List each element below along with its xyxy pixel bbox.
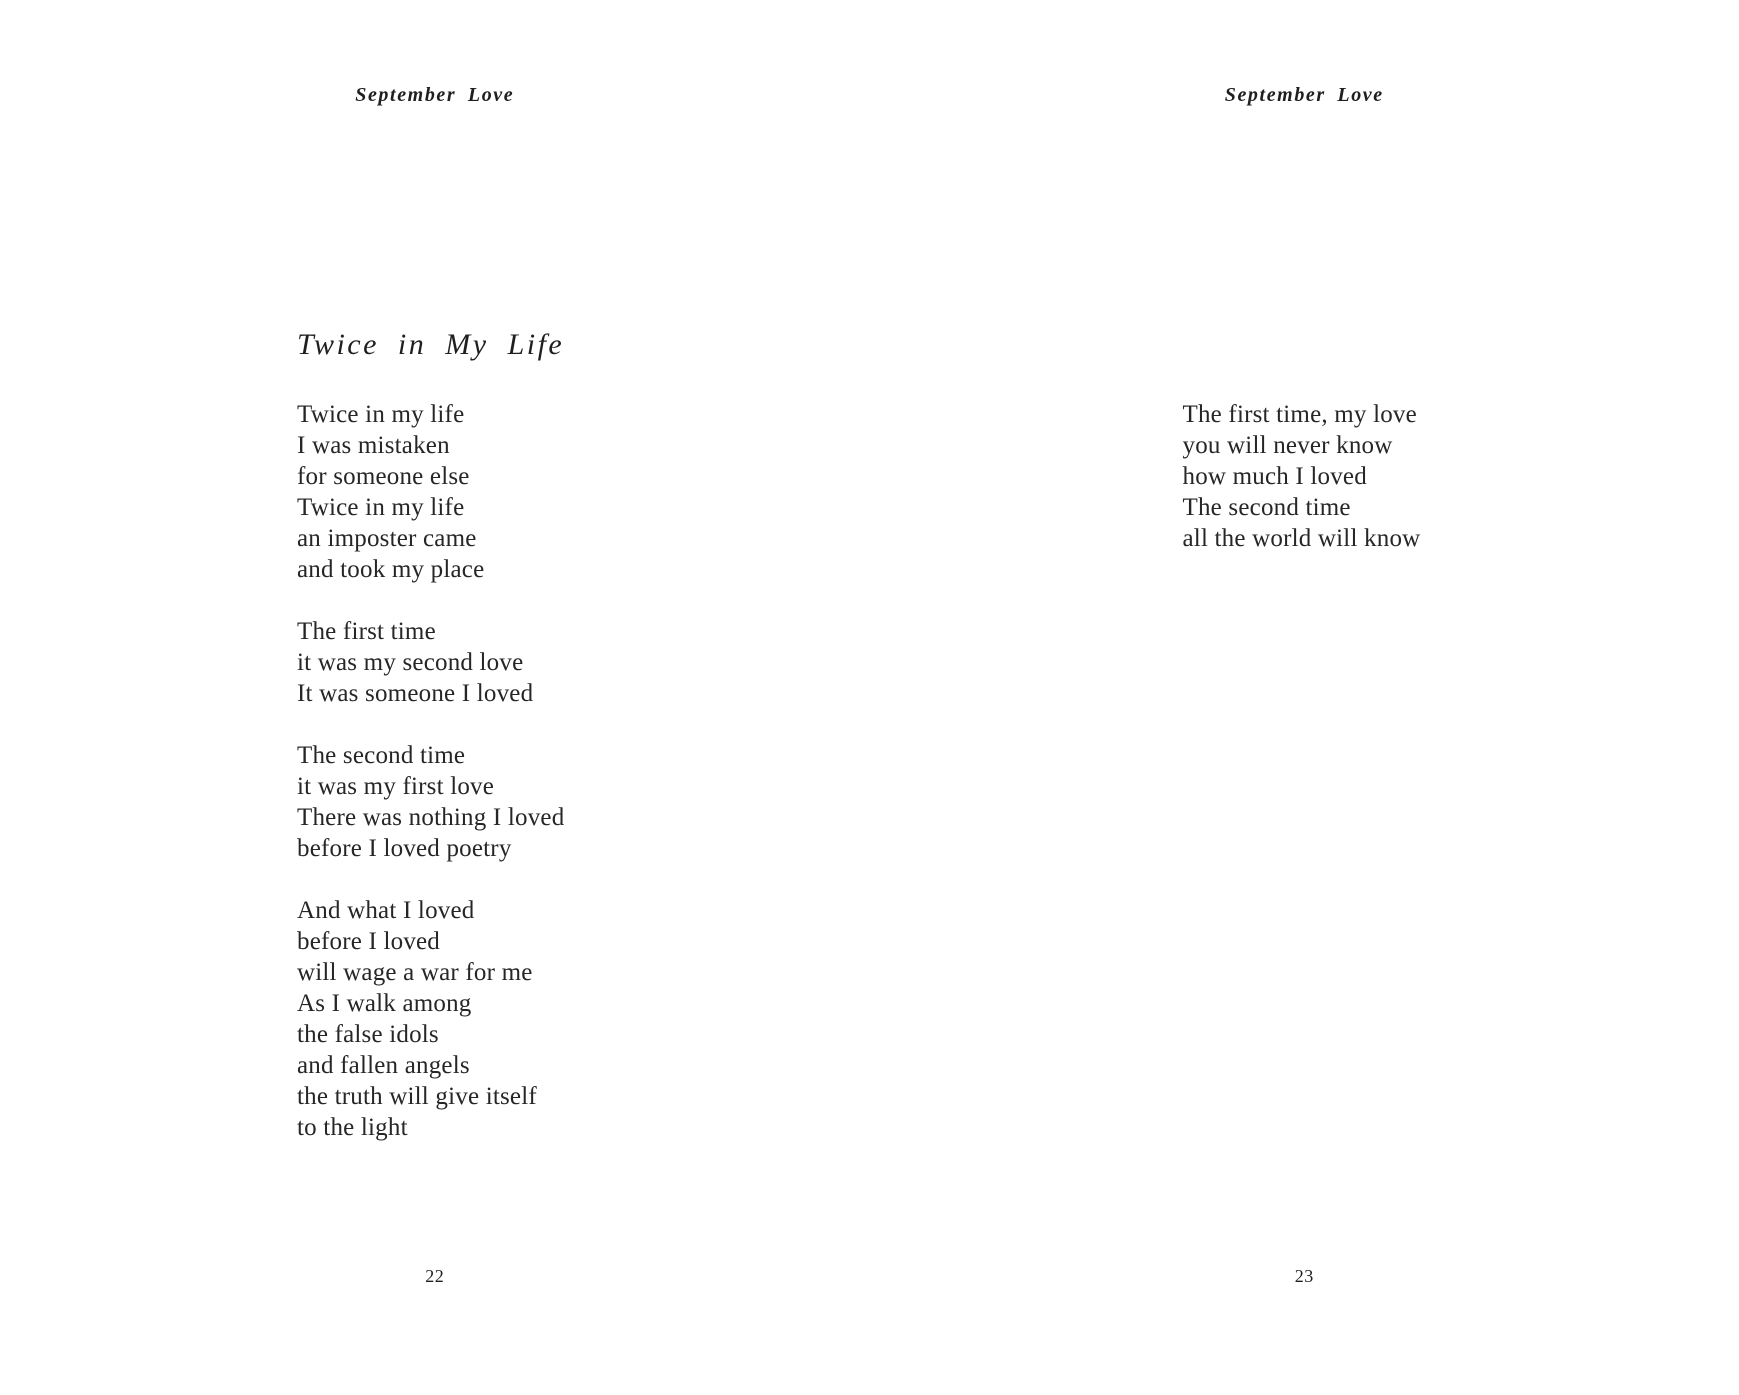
page-number-left: 22 (425, 1266, 445, 1286)
poem-line: The second time (297, 742, 466, 769)
poem-line: you will never know (1182, 432, 1393, 459)
poem-stanza (297, 399, 564, 585)
poem-line: the false idols (297, 1021, 439, 1048)
poem-line: it was my second love (297, 649, 524, 676)
poem-line: There was nothing I loved (297, 804, 565, 831)
poem-stanza (297, 740, 564, 864)
poem-line: And what I loved (297, 897, 475, 924)
poem-line: The first time (297, 618, 436, 645)
page-number-right: 23 (1294, 1266, 1314, 1286)
poem-line: Twice in my life (297, 494, 465, 521)
poem-line: an imposter came (297, 525, 477, 552)
poem-line: The second time (1182, 494, 1351, 521)
poem-stanza (297, 895, 564, 1143)
poem-line: it was my first love (297, 773, 495, 800)
poem-line: the truth will give itself (297, 1083, 537, 1110)
poem-line: The first time, my love (1182, 401, 1417, 428)
poem-line: for someone else (297, 463, 470, 490)
poem-line: As I walk among (297, 990, 472, 1017)
running-header-left: September Love (355, 84, 515, 106)
poem-line: and fallen angels (297, 1052, 470, 1079)
running-header-right: September Love (1224, 84, 1384, 106)
poem-line: I was mistaken (297, 432, 450, 459)
poem-body-left (297, 399, 564, 1143)
poem-stanza (297, 616, 564, 709)
page-right (870, 0, 1739, 1395)
poem-line: will wage a war for me (297, 959, 533, 986)
poem-line: before I loved (297, 928, 441, 955)
poem-line: and took my place (297, 556, 485, 583)
poem-line: all the world will know (1182, 525, 1421, 552)
poem-line: how much I loved (1182, 463, 1367, 490)
poem-line: It was someone I loved (297, 680, 534, 707)
poem-stanza (1183, 399, 1421, 554)
poem-title: Twice in My Life (297, 328, 565, 361)
poem-line: to the light (297, 1114, 408, 1141)
poem-body-right (1183, 399, 1421, 554)
poem-line: Twice in my life (297, 401, 465, 428)
poem-line: before I loved poetry (297, 835, 512, 862)
